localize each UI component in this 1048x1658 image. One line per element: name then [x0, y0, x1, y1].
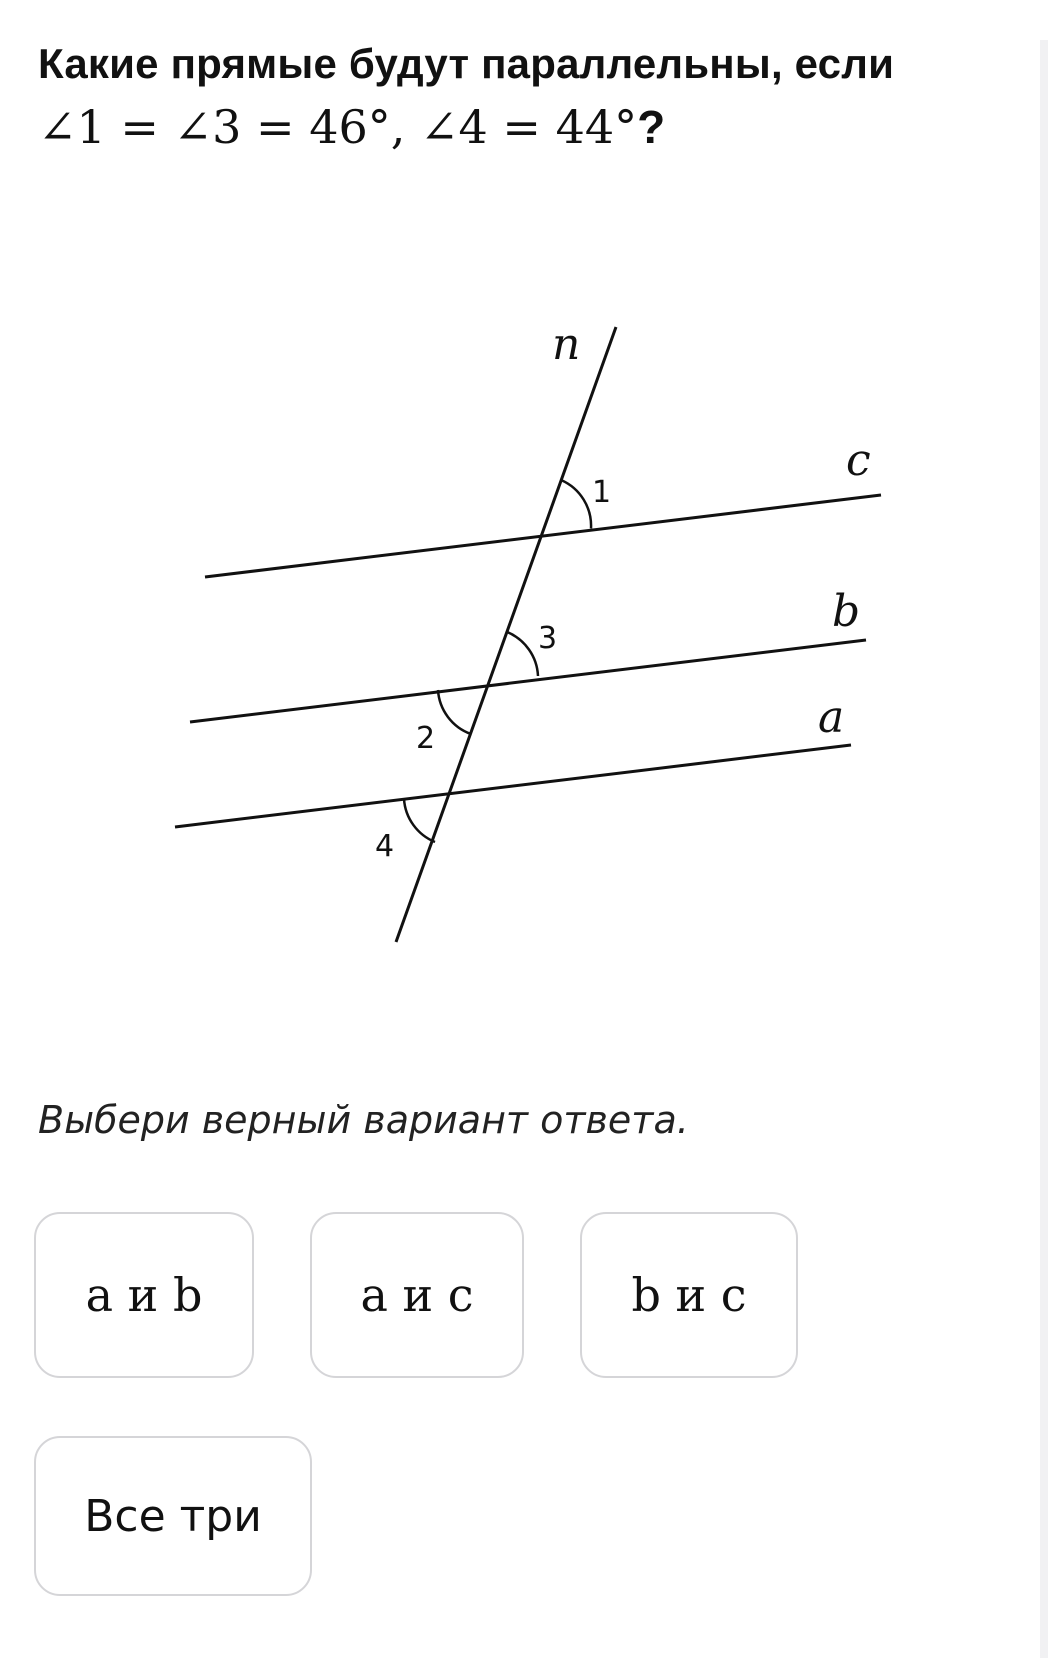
- angle-3-arc: [507, 632, 538, 676]
- angle-2-label: 2: [416, 721, 436, 756]
- question-mark: ?: [637, 101, 666, 153]
- angle-3-label: 3: [538, 621, 558, 656]
- angle-1-arc: [561, 480, 591, 528]
- line-a: [175, 745, 851, 827]
- question-text: Какие прямые будут параллельны, если: [38, 40, 895, 87]
- line-n-label: n: [552, 319, 581, 370]
- line-c: [205, 495, 881, 577]
- line-c-label: c: [846, 435, 871, 486]
- angle-1-label: 1: [592, 475, 612, 510]
- instruction-text: Выбери верный вариант ответа.: [38, 1098, 689, 1142]
- line-b-label: b: [832, 586, 861, 637]
- option-label: Все три: [84, 1490, 262, 1542]
- angle-4-label: 4: [375, 829, 395, 864]
- option-label: a и c: [360, 1268, 474, 1322]
- line-a-label: a: [818, 692, 845, 743]
- option-label: b и c: [631, 1268, 747, 1322]
- option-a-and-c-button[interactable]: [310, 1212, 524, 1378]
- option-b-and-c-button[interactable]: [580, 1212, 798, 1378]
- angle-4-arc: [404, 799, 435, 842]
- angle-equation: ∠1 = ∠3 = 46°, ∠4 = 44°: [38, 100, 638, 154]
- angle-2-arc: [438, 690, 471, 734]
- line-b: [190, 640, 866, 722]
- option-label: a и b: [85, 1268, 203, 1322]
- option-a-and-b-button[interactable]: [34, 1212, 254, 1378]
- option-all-three-button[interactable]: [34, 1436, 312, 1596]
- line-n: [396, 327, 616, 942]
